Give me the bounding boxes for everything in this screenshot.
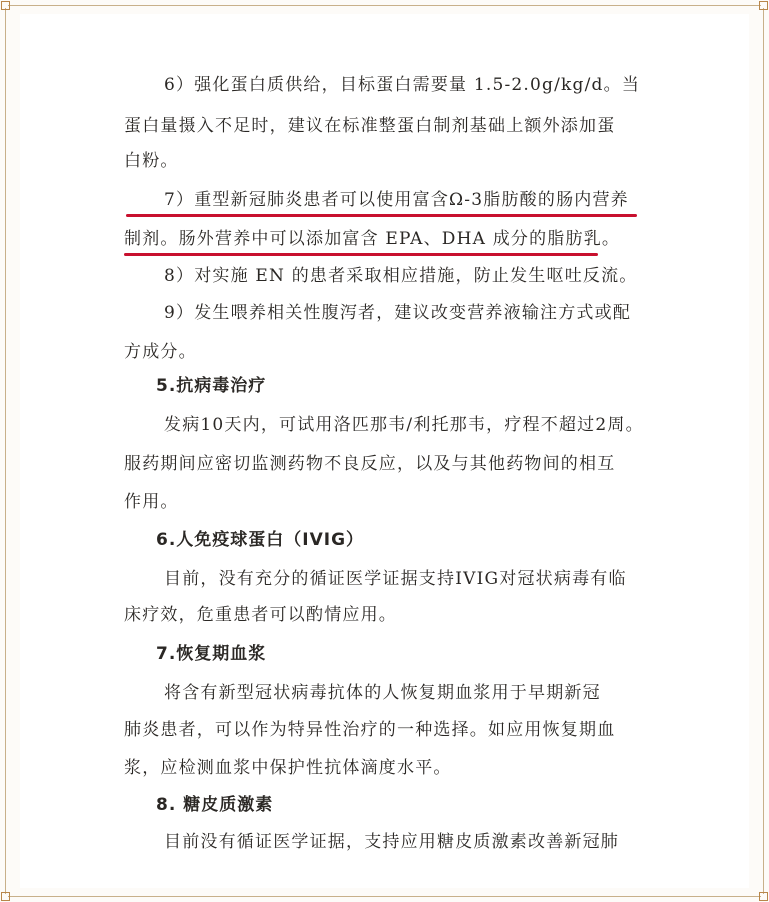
section-5-heading: 5.抗病毒治疗 [156,376,267,396]
frame-top [8,5,761,6]
document-page [20,14,749,888]
p7-line-1: 7）重型新冠肺炎患者可以使用富含Ω-3脂肪酸的肠内营养 [164,190,629,210]
s6-line-1: 目前，没有充分的循证医学证据支持IVIG对冠状病毒有临 [164,569,627,589]
section-8-heading: 8. 糖皮质激素 [156,795,274,815]
p9-line-2: 方成分。 [124,342,197,362]
frame-corner-br [759,892,768,901]
frame-corner-tl [1,1,10,10]
s7-line-3: 浆，应检测血浆中保护性抗体滴度水平。 [124,758,452,778]
s7-line-1: 将含有新型冠状病毒抗体的人恢复期血浆用于早期新冠 [164,683,601,703]
s7-line-2: 肺炎患者，可以作为特异性治疗的一种选择。如应用恢复期血 [124,720,616,740]
frame-right [763,8,764,894]
s6-line-2: 床疗效，危重患者可以酌情应用。 [124,605,397,625]
p8-line-1: 8）对实施 EN 的患者采取相应措施，防止发生呕吐反流。 [164,266,638,286]
s8-line-1: 目前没有循证医学证据，支持应用糖皮质激素改善新冠肺 [164,832,619,852]
p7-line-2: 制剂。肠外营养中可以添加富含 EPA、DHA 成分的脂肪乳。 [124,229,621,249]
frame-bottom [8,896,761,897]
p6-line-1: 6）强化蛋白质供给，目标蛋白需要量 1.5-2.0g/kg/d。当 [164,75,641,95]
highlight-underline-1 [126,214,637,217]
p6-line-2: 蛋白量摄入不足时，建议在标准整蛋白制剂基础上额外添加蛋 [124,116,616,136]
frame-corner-tr [759,1,768,10]
highlight-underline-2 [124,253,598,256]
s5-line-2: 服药期间应密切监测药物不良反应，以及与其他药物间的相互 [124,454,616,474]
section-6-heading: 6.人免疫球蛋白（IVIG） [156,530,365,550]
p9-line-1: 9）发生喂养相关性腹泻者，建议改变营养液输注方式或配 [164,303,632,323]
p6-line-3: 白粉。 [124,151,179,171]
frame-left [5,8,6,894]
s5-line-1: 发病10天内，可试用洛匹那韦/利托那韦，疗程不超过2周。 [164,415,644,435]
s5-line-3: 作用。 [124,492,179,512]
section-7-heading: 7.恢复期血浆 [156,644,267,664]
frame-corner-bl [1,892,10,901]
